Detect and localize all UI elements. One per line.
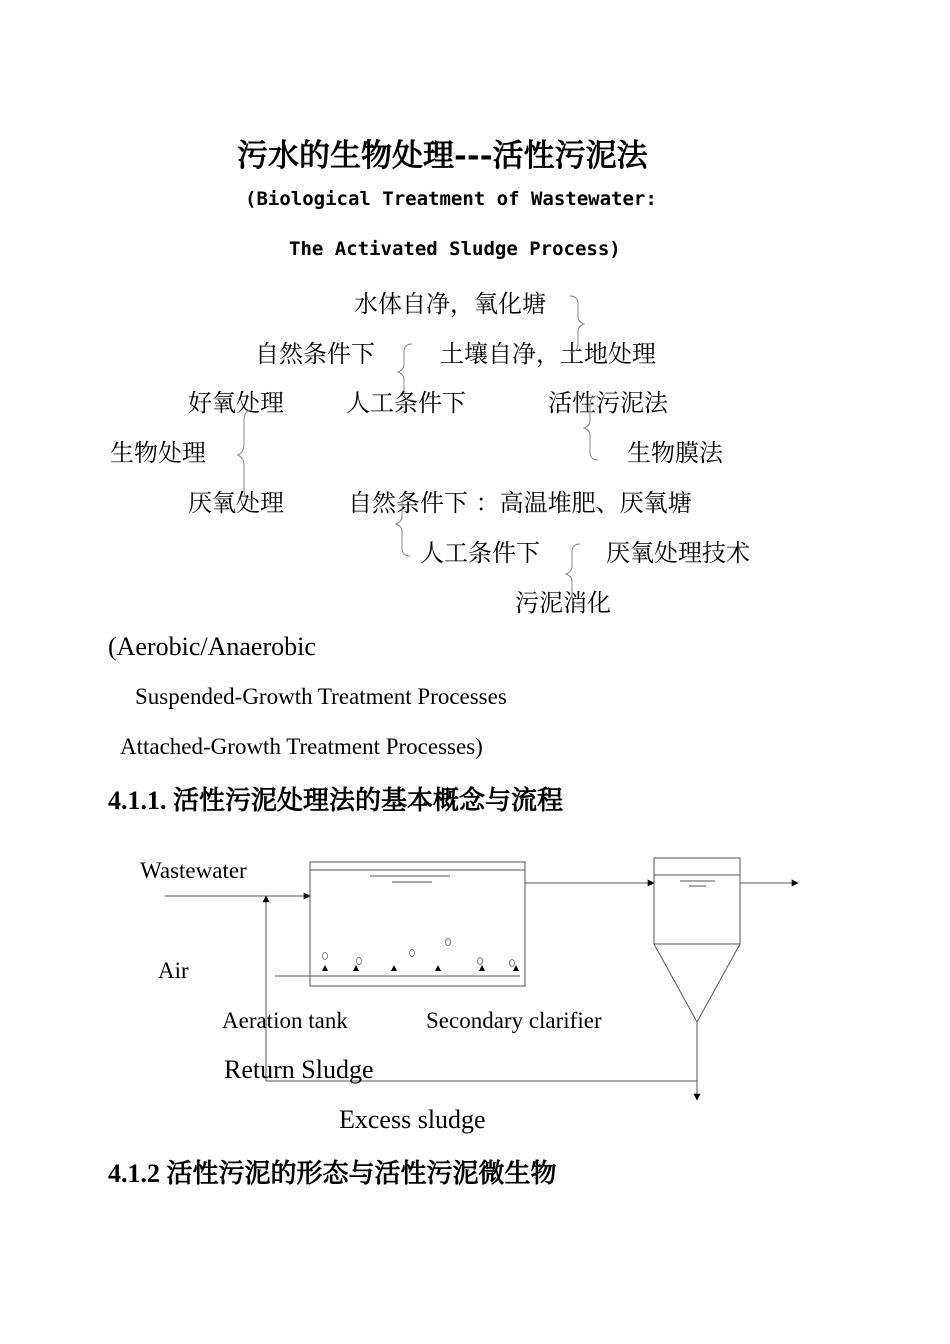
tree-aerobic: 好氧处理 [188,389,284,417]
tree-sludge-digestion: 污泥消化 [515,589,611,617]
air-bubbles [323,939,515,967]
label-wastewater: Wastewater [140,858,247,883]
tree-soil-self-purification: 土壤自净，土地处理 [440,340,656,368]
clarifier-cone [654,944,740,1022]
section-heading-4-1-2: 4.1.2 活性污泥的形态与活性污泥微生物 [108,1159,557,1188]
tree-water-self-purification: 水体自净，氧化塘 [354,290,546,318]
tree-anaerobic-natural: 自然条件下 ：高温堆肥、厌氧塘 [348,489,692,517]
english-line-3: Attached-Growth Treatment Processes) [120,734,483,759]
subtitle-line-2: The Activated Sludge Process) [289,238,621,260]
tree-anaerobic-artificial: 人工条件下 [420,539,540,567]
subtitle-line-1: (Biological Treatment of Wastewater: [245,188,657,210]
tree-anaerobic-tech: 厌氧处理技术 [606,539,750,567]
tree-biofilm: 生物膜法 [627,439,723,467]
tree-root: 生物处理 [110,439,206,467]
tree-aerobic-natural: 自然条件下 [255,340,375,368]
aeration-tank [310,862,525,986]
tree-aerobic-artificial: 人工条件下 [346,389,466,417]
label-secondary-clarifier: Secondary clarifier [426,1008,602,1033]
english-line-1: (Aerobic/Anaerobic [108,632,316,661]
tree-anaerobic: 厌氧处理 [188,489,284,517]
label-aeration-tank: Aeration tank [222,1008,348,1033]
section-heading-4-1-1: 4.1.1. 活性污泥处理法的基本概念与流程 [108,786,564,815]
label-air: Air [158,958,189,983]
english-line-2: Suspended-Growth Treatment Processes [135,684,507,709]
tree-activated-sludge: 活性污泥法 [548,389,668,417]
label-return-sludge: Return Sludge [224,1055,374,1084]
secondary-clarifier [654,858,740,944]
air-diffusers [322,965,519,971]
page-title: 污水的生物处理---活性污泥法 [237,138,648,174]
label-excess-sludge: Excess sludge [339,1105,486,1134]
